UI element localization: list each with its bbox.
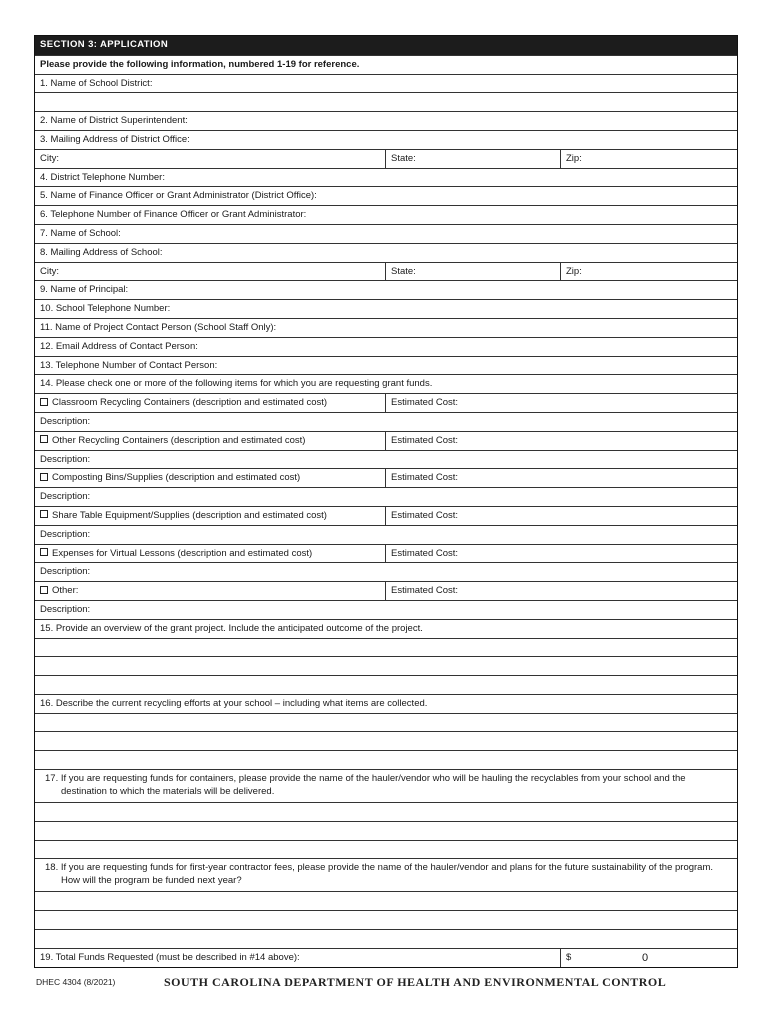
checkbox-icon[interactable] [40, 548, 48, 556]
item-row [35, 468, 737, 487]
field-row-q16 [35, 694, 737, 713]
item-label: Other Recycling Containers (description and estimated cost) [52, 434, 306, 446]
description-row[interactable] [35, 562, 737, 581]
label-q17-text: 17. If you are requesting funds for containers, please provide the name of the hauler/vendor who will be hauling the recyclables from your school and the destination to which the materials will be delivered. [45, 773, 686, 797]
description-row[interactable] [35, 450, 737, 469]
field-row-q6[interactable] [35, 205, 737, 224]
label-q4: 4. District Telephone Number: [40, 171, 165, 183]
field-row-q10[interactable] [35, 299, 737, 318]
checkbox-icon[interactable] [40, 398, 48, 406]
description-label: Description: [40, 453, 91, 465]
description-row[interactable] [35, 600, 737, 619]
instructions-row [35, 55, 737, 74]
label-q6: 6. Telephone Number of Finance Officer or Grant Administrator: [40, 209, 307, 221]
description-row[interactable] [35, 487, 737, 506]
answer-line-q1[interactable] [35, 92, 737, 111]
field-row-q15 [35, 619, 737, 638]
field-row-q13[interactable] [35, 356, 737, 375]
checkbox-icon[interactable] [40, 435, 48, 443]
description-label: Description: [40, 566, 91, 578]
label-q2: 2. Name of District Superintendent: [40, 115, 188, 127]
item-checkbox-other-containers[interactable] [35, 432, 385, 450]
item-checkbox-classroom-containers[interactable] [35, 394, 385, 412]
estimated-cost-field[interactable]: Estimated Cost: [385, 394, 737, 412]
label-q9: 9. Name of Principal: [40, 284, 129, 296]
field-row-q17 [35, 769, 737, 802]
description-label: Description: [40, 603, 91, 615]
item-checkbox-share-table[interactable] [35, 507, 385, 525]
label-q1: 1. Name of School District: [40, 77, 153, 89]
checkbox-icon[interactable] [40, 473, 48, 481]
answer-line-q17[interactable] [35, 840, 737, 859]
answer-line-q18[interactable] [35, 910, 737, 929]
label-q8: 8. Mailing Address of School: [40, 246, 163, 258]
agency-name: SOUTH CAROLINA DEPARTMENT OF HEALTH AND ENVIRONMENTAL CONTROL [164, 975, 667, 989]
description-label: Description: [40, 415, 91, 427]
field-row-q12[interactable] [35, 337, 737, 356]
estimated-cost-field[interactable]: Estimated Cost: [385, 507, 737, 525]
item-row [35, 544, 737, 563]
label-q13: 13. Telephone Number of Contact Person: [40, 359, 218, 371]
total-funds-row [35, 948, 737, 967]
district-city-field[interactable]: City: [40, 152, 59, 164]
label-q5: 5. Name of Finance Officer or Grant Administrator (District Office): [40, 190, 317, 202]
description-label: Description: [40, 491, 91, 503]
section-title: SECTION 3: APPLICATION [40, 39, 169, 50]
field-row-q14 [35, 374, 737, 393]
answer-line-q17[interactable] [35, 821, 737, 840]
label-q10: 10. School Telephone Number: [40, 303, 171, 315]
label-q12: 12. Email Address of Contact Person: [40, 340, 198, 352]
estimated-cost-field[interactable]: Estimated Cost: [385, 432, 737, 450]
answer-line-q16[interactable] [35, 750, 737, 769]
field-row-q18 [35, 858, 737, 891]
answer-line-q15[interactable] [35, 638, 737, 657]
item-checkbox-other[interactable] [35, 582, 385, 600]
total-funds-input[interactable]: 0 [642, 951, 649, 964]
estimated-cost-field[interactable]: Estimated Cost: [385, 469, 737, 487]
item-checkbox-composting[interactable] [35, 469, 385, 487]
section-header [35, 36, 737, 55]
label-q18 [35, 859, 737, 891]
estimated-cost-field[interactable]: Estimated Cost: [385, 582, 737, 600]
answer-line-q15[interactable] [35, 675, 737, 694]
item-label: Other: [52, 585, 79, 597]
answer-line-q16[interactable] [35, 713, 737, 732]
answer-line-q18[interactable] [35, 891, 737, 910]
label-q7: 7. Name of School: [40, 227, 121, 239]
form-code: DHEC 4304 (8/2021) [36, 977, 116, 987]
field-row-q11[interactable] [35, 318, 737, 337]
school-city-field[interactable]: City: [40, 265, 59, 277]
answer-line-q15[interactable] [35, 656, 737, 675]
answer-line-q18[interactable] [35, 929, 737, 948]
item-row [35, 393, 737, 412]
field-row-q8[interactable] [35, 243, 737, 262]
description-label: Description: [40, 528, 91, 540]
label-q19: 19. Total Funds Requested (must be described in #14 above): [40, 951, 300, 963]
description-row[interactable] [35, 525, 737, 544]
item-row [35, 581, 737, 600]
answer-line-q17[interactable] [35, 802, 737, 821]
description-row[interactable] [35, 412, 737, 431]
district-city-state-zip-row [35, 149, 737, 168]
school-state-field[interactable]: State: [385, 263, 560, 281]
answer-line-q16[interactable] [35, 731, 737, 750]
checkbox-icon[interactable] [40, 510, 48, 518]
item-label: Share Table Equipment/Supplies (description and estimated cost) [52, 509, 327, 521]
field-row-q3[interactable] [35, 130, 737, 149]
label-q11: 11. Name of Project Contact Person (School Staff Only): [40, 321, 277, 333]
school-zip-field[interactable]: Zip: [560, 263, 737, 281]
checkbox-icon[interactable] [40, 586, 48, 594]
field-row-q7[interactable] [35, 224, 737, 243]
field-row-q1[interactable] [35, 74, 737, 93]
item-row [35, 506, 737, 525]
label-q17 [35, 770, 737, 802]
item-row [35, 431, 737, 450]
field-row-q5[interactable] [35, 186, 737, 205]
label-q3: 3. Mailing Address of District Office: [40, 133, 190, 145]
field-row-q9[interactable] [35, 280, 737, 299]
dollar-sign: $ [560, 949, 590, 967]
field-row-q2[interactable] [35, 111, 737, 130]
item-label: Composting Bins/Supplies (description and estimated cost) [52, 472, 301, 484]
item-label: Expenses for Virtual Lessons (description and estimated cost) [52, 547, 313, 559]
label-q15: 15. Provide an overview of the grant project. Include the anticipated outcome of the project. [40, 622, 423, 634]
district-zip-field[interactable]: Zip: [560, 150, 737, 168]
item-checkbox-virtual-lessons[interactable] [35, 545, 385, 563]
label-q18-text: 18. If you are requesting funds for first-year contractor fees, please provide the name of the hauler/vendor and plans for the future sustainability of the program. How will the program be funded next year? [45, 862, 714, 886]
item-label: Classroom Recycling Containers (description and estimated cost) [52, 397, 328, 409]
district-state-field[interactable]: State: [385, 150, 560, 168]
label-q14: 14. Please check one or more of the following items for which you are requesting grant funds. [40, 378, 433, 390]
application-form [34, 35, 738, 968]
estimated-cost-field[interactable]: Estimated Cost: [385, 545, 737, 563]
instructions-text: Please provide the following information, numbered 1-19 for reference. [40, 58, 360, 70]
field-row-q4[interactable] [35, 168, 737, 187]
label-q16: 16. Describe the current recycling efforts at your school – including what items are collected. [40, 697, 428, 709]
school-city-state-zip-row [35, 262, 737, 281]
